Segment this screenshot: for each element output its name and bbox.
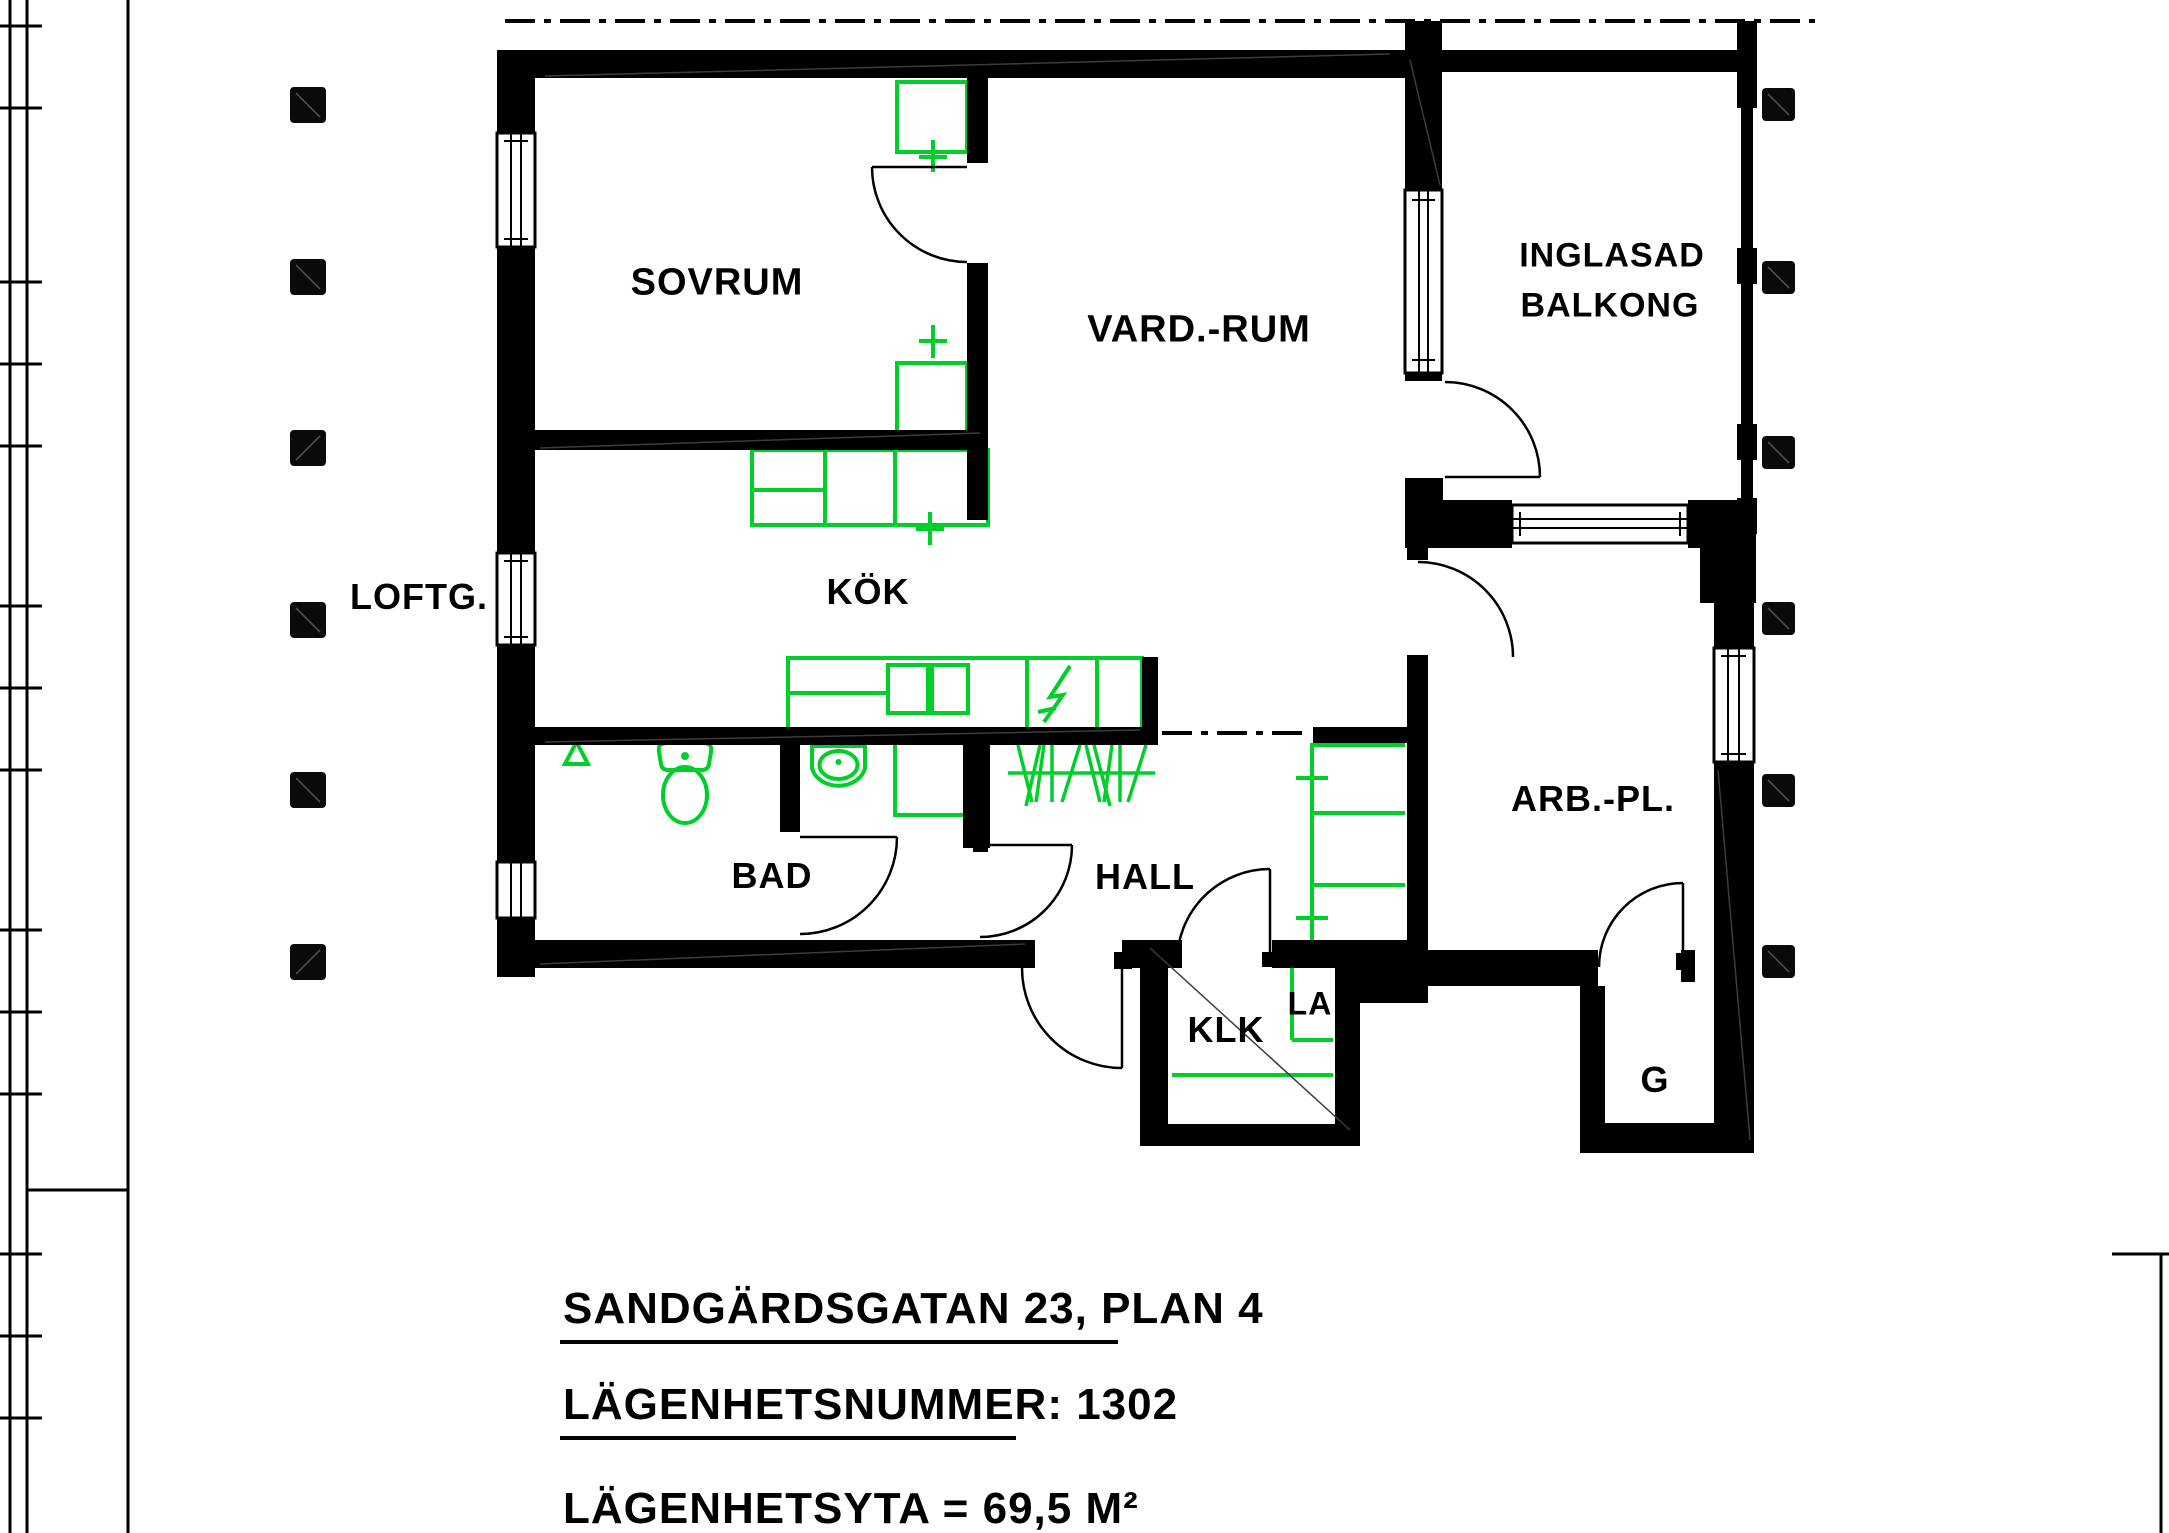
room-label-g: G <box>1640 1059 1670 1100</box>
pillar-squares-right <box>1762 88 1795 978</box>
wall-sovrum-vard <box>967 78 988 163</box>
door-sovrum <box>872 167 967 262</box>
walls <box>497 21 1757 1153</box>
door-hall-closet <box>980 845 1072 937</box>
balcony-left-pillar <box>1405 21 1442 190</box>
left-ruler <box>0 0 128 1533</box>
title-apartment-underline <box>560 1436 1016 1440</box>
window-loftgang <box>497 553 535 645</box>
wall-g-top <box>1428 950 1598 986</box>
kitchen-counter <box>788 658 1142 730</box>
title-address-underline <box>560 1340 1118 1344</box>
room-label-arbpl: ARB.-PL. <box>1511 778 1675 819</box>
window-vard-balcony <box>1512 505 1688 543</box>
room-label-loftg: LOFTG. <box>350 576 488 617</box>
room-label-balkong: BALKONG <box>1520 286 1700 325</box>
frame-corner-bottom-right <box>2112 1254 2169 1533</box>
freezer-box <box>932 665 968 713</box>
door-balcony <box>1445 382 1540 477</box>
klk-wall-left <box>1140 940 1168 1146</box>
window-balcony-left <box>1405 190 1442 373</box>
washer-cabinet <box>895 743 967 815</box>
door-vard-hall <box>1418 562 1513 657</box>
wall-hall-arb <box>1407 500 1428 560</box>
room-label-bad: BAD <box>731 855 813 896</box>
kitchen-upper-cabinets <box>752 450 988 545</box>
sovrum-wardrobe-top <box>897 82 967 172</box>
kitchen-peninsula-cap <box>1142 657 1158 745</box>
hall-closet-stub <box>963 745 990 848</box>
title-apartment-number: LÄGENHETSNUMMER: 1302 <box>563 1380 1179 1429</box>
door-g <box>1599 883 1683 967</box>
balcony-corner-pillar <box>1700 548 1756 603</box>
room-label-hall: HALL <box>1095 856 1195 897</box>
ruler-ticks <box>0 26 42 1418</box>
wash-basin <box>812 746 865 786</box>
hall-shelf-ladder <box>1296 743 1405 955</box>
room-label-klk: KLK <box>1187 1009 1265 1050</box>
g-wall-bottom <box>1580 1123 1754 1153</box>
wall-balcony-top <box>1442 50 1754 72</box>
pillar-squares-left <box>290 87 326 980</box>
title-address: SANDGÄRDSGATAN 23, PLAN 4 <box>563 1284 1264 1333</box>
toilet <box>659 741 711 823</box>
green-fixtures <box>565 82 1405 1075</box>
property-boundary-dashdot <box>505 21 1815 733</box>
hall-coat-rail <box>1008 745 1155 806</box>
floor-drain-icon <box>565 742 588 764</box>
window-arb <box>1714 648 1754 762</box>
title-area: LÄGENHETSYTA = 69,5 M² <box>563 1484 1139 1533</box>
room-label-sovrum: SOVRUM <box>630 261 804 304</box>
wall-bad-hall <box>780 745 800 832</box>
window-sovrum <box>497 133 535 247</box>
lightning-bolt-icon <box>1044 666 1070 722</box>
room-label-inglasad: INGLASAD <box>1519 236 1705 275</box>
door-entrance <box>1022 968 1122 1068</box>
room-label-kok: KÖK <box>826 571 910 612</box>
room-label-la: LA <box>1287 985 1333 1022</box>
room-label-vardrum: VARD.-RUM <box>1087 308 1311 351</box>
window-bad <box>497 862 535 918</box>
fridge-box <box>888 665 928 713</box>
balcony-glazing-right <box>1741 72 1753 534</box>
sovrum-wardrobe-bottom <box>897 325 967 433</box>
klk-wall-bottom <box>1140 1124 1360 1146</box>
wall-right <box>1714 600 1754 648</box>
door-bad <box>800 837 897 934</box>
